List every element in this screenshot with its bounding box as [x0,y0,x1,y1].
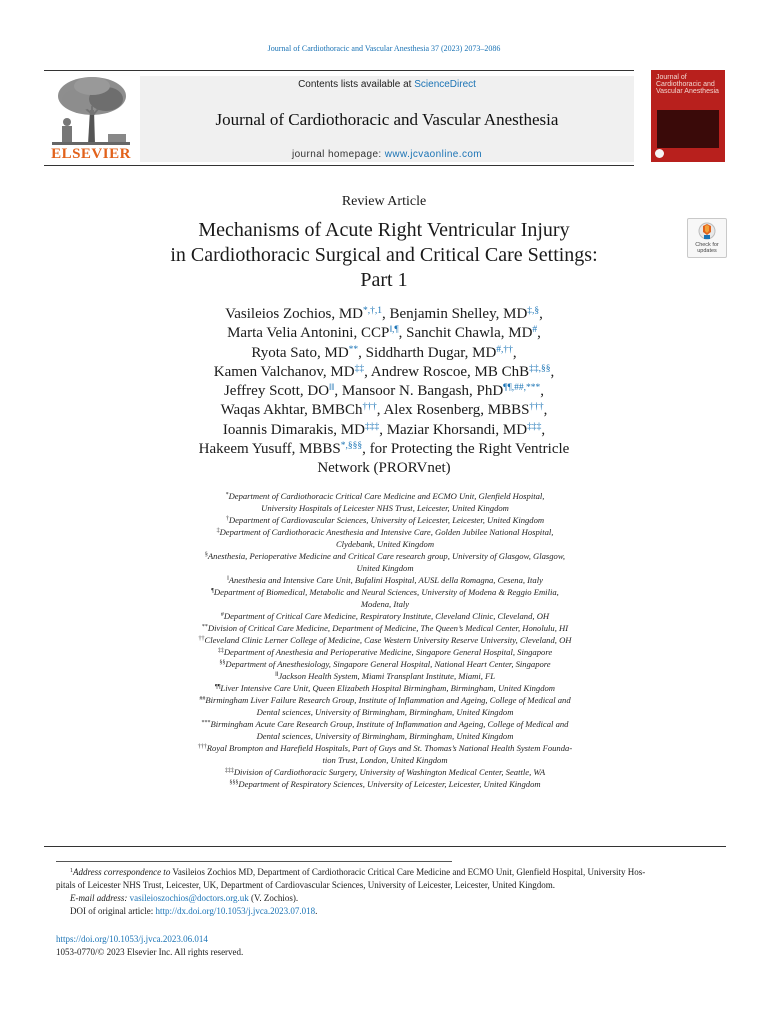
affiliation-mark: ‡ [216,528,220,534]
author-separator: , [539,306,543,322]
affiliation-text: Division of Critical Care Medicine, Department of Medicine, The Queen’s Medical Center, Honolulu, HI [207,623,569,633]
affiliation-mark: # [220,612,224,618]
author-group-name: for Protecting the Right Ventricle [369,441,570,458]
affiliation-mark: ‖ [227,576,229,582]
affiliation-text: Birmingham Liver Failure Research Group, Institute of Inflammation and Ageing, College of Medical and [205,695,571,705]
homepage-link[interactable]: www.jcvaonline.com [384,149,483,160]
affiliation-text: Department of Biomedical, Metabolic and Neural Sciences, University of Modena & Reggio Emilia, [213,587,559,597]
affiliation-text: Jackson Health System, Miami Transplant Institute, Miami, FL [278,671,496,681]
author-separator: , [398,325,407,342]
contents-line [140,79,634,90]
author-name[interactable]: Siddharth Dugar, MD [365,344,497,361]
affiliation-item [150,634,620,646]
affiliation-item [150,742,620,766]
affiliation-mark: §§ [219,660,226,666]
article-type: Review Article [341,194,427,209]
copyright-notice: 1053-0770/© 2023 Elsevier Inc. All rights reserved. [56,947,244,957]
affiliation-item [150,514,620,526]
affiliation-mark: * [225,492,229,498]
author-separator: , [543,402,548,419]
author-name[interactable]: Hakeem Yusuff, MBBS [198,441,341,458]
author-separator: , [512,344,517,361]
check-updates-label: Check for updates [695,242,719,254]
affiliation-item [150,526,620,550]
author-separator: , [362,441,370,458]
author-name[interactable]: Kamen Valchanov, MD [213,363,355,380]
affiliation-mark: ¶¶ [214,684,221,690]
author-name[interactable]: Jeffrey Scott, DO [223,383,330,400]
author-separator: , [358,344,366,361]
affiliation-mark: ‡‡ [217,648,224,654]
corr-label: Address correspondence to [73,867,171,877]
affiliation-item [150,718,620,742]
affiliation-text: Department of Anesthesiology, Singapore General Hospital, National Heart Center, Singapore [225,659,551,669]
corr-line [56,866,726,879]
header-rule [44,70,634,71]
article-title-line: Mechanisms of Acute Right Ventricular Injury [198,219,570,241]
affiliation-item [150,646,620,658]
doi-original-suffix: . [315,906,318,916]
article-title-line: in Cardiothoracic Surgical and Critical Care Settings: [170,244,598,266]
affiliation-text: Dental sciences, University of Birmingham, Birmingham, United Kingdom [256,731,514,741]
affiliation-mark: ¶ [211,588,214,594]
author-affiliation-marks[interactable]: ‖,¶ [389,325,399,336]
author-affiliation-marks[interactable]: ¶¶,##,*** [503,383,541,394]
affiliation-mark: †† [198,636,205,642]
affiliation-text: Birmingham Acute Care Research Group, Institute of Inflammation and Ageing, College of Medical and [210,719,569,729]
affiliation-item [150,682,620,694]
author-separator: , [376,402,384,419]
doi-link[interactable]: https://doi.org/10.1053/j.jvca.2023.06.014 [56,934,208,944]
author-name[interactable]: Andrew Roscoe, MB ChB [370,363,530,380]
author-affiliation-marks[interactable]: ‖‖ [329,383,335,394]
author-separator: , [334,383,342,400]
affiliations-list [150,490,620,790]
author-affiliation-marks[interactable]: ‡‡‡ [364,421,380,432]
affiliation-mark: § [204,552,208,558]
author-affiliation-marks[interactable]: ‡‡‡ [527,421,542,432]
correspondence-footnote [56,866,726,918]
author-separator: , [541,421,546,438]
email-line [56,892,726,905]
affiliation-item [150,574,620,586]
tree-icon [48,74,134,146]
author-separator: , [382,306,390,322]
article-title-line: Part 1 [360,269,408,291]
author-list [100,305,668,479]
author-affiliation-marks[interactable]: # [532,325,538,336]
affiliation-mark: *** [201,720,211,726]
footnote-mark: 1 [70,868,73,874]
affiliation-text: Department of Cardiothoracic Anesthesia and Intensive Care, Golden Jubilee National Hospital, [219,527,554,537]
affiliation-text: University Hospitals of Leicester NHS Trust, Leicester, United Kingdom [261,503,509,513]
affiliation-mark: §§§ [229,780,239,786]
author-affiliation-marks[interactable]: ‡,§ [527,306,540,316]
author-name[interactable]: Ioannis Dimarakis, MD [222,421,365,438]
author-affiliation-marks[interactable]: ††† [529,402,544,413]
affiliation-item [150,778,620,790]
affiliation-text: Dental sciences, University of Birmingham, Birmingham, United Kingdom [256,707,514,717]
affiliation-item [150,550,620,574]
affiliation-text: Department of Critical Care Medicine, Respiratory Institute, Cleveland Clinic, Cleveland, OH [223,611,550,621]
affiliation-item [150,586,620,610]
affiliation-mark: ††† [197,744,207,750]
author-affiliation-marks[interactable]: *,†,1 [363,306,383,316]
check-updates-icon [698,222,716,241]
doi-original-link[interactable]: http://dx.doi.org/10.1053/j.jvca.2023.07.018 [155,906,316,916]
affiliation-text: Modena, Italy [360,599,410,609]
author-separator: , [379,421,387,438]
journal-title: Journal of Cardiothoracic and Vascular Anesthesia [215,110,559,129]
author-name[interactable]: Mansoor N. Bangash, PhD [341,383,504,400]
elsevier-wordmark[interactable]: ELSEVIER [51,146,131,162]
affiliation-text: Anesthesia, Perioperative Medicine and Critical Care research group, University of Glasgow, Glasgow, [207,551,566,561]
sciencedirect-link[interactable]: ScienceDirect [414,79,476,90]
cover-artwork [657,110,719,148]
footnote-rule [44,846,726,847]
author-name[interactable]: Sanchit Chawla, MD [406,325,533,342]
affiliation-mark: ‖‖ [274,672,279,678]
affiliation-mark: ## [199,696,206,702]
affiliation-item [150,622,620,634]
affiliation-item [150,694,620,718]
author-separator: , [364,363,371,380]
author-affiliation-marks[interactable]: ‡‡,§§ [529,363,551,374]
affiliation-item [150,490,620,514]
author-name[interactable]: Alex Rosenberg, MBBS [383,402,530,419]
author-name[interactable]: Maziar Khorsandi, MD [386,421,528,438]
author-affiliation-marks[interactable]: #,†† [496,344,513,355]
article-title [0,218,768,293]
affiliation-text: Anesthesia and Intensive Care Unit, Bufalini Hospital, AUSL della Romagna, Cesena, Italy [228,575,543,585]
author-separator: , [540,383,545,400]
corr-text-cont: pitals of Leicester NHS Trust, Leicester, UK, Department of Cardiovascular Sciences, University of Leicester, Leicester, United Kingdom. [56,880,556,890]
affiliation-text: Department of Cardiovascular Sciences, University of Leicester, Leicester, United Kingdom [228,515,545,525]
affiliation-text: tion Trust, London, United Kingdom [322,755,448,765]
email-link[interactable]: vasileioszochios@doctors.org.uk [129,893,249,903]
affiliation-text: Cleveland Clinic Lerner College of Medicine, Case Western University Reserve University, Cleveland, OH [204,635,572,645]
corr-text: Vasileios Zochios MD, Department of Cardiothoracic Critical Care Medicine and ECMO Unit, Glenfield Hospital, University Hos- [170,867,646,877]
author-name[interactable]: Ryota Sato, MD [251,344,349,361]
author-name[interactable]: Benjamin Shelley, MD [389,306,528,322]
author-affiliation-marks[interactable]: ‡‡ [354,363,365,374]
affiliation-item [150,670,620,682]
homepage-prefix: journal homepage: [291,149,385,160]
journal-cover-thumbnail[interactable] [651,70,725,162]
author-affiliation-marks[interactable]: ††† [362,402,377,413]
author-name[interactable]: Vasileios Zochios, MD [225,306,364,322]
affiliation-item [150,610,620,622]
affiliation-mark: † [225,516,229,522]
author-separator: , [550,363,555,380]
header-rule [44,165,634,166]
cover-title: Journal of Cardiothoracic and Vascular Anesthesia [656,74,719,95]
homepage-line [140,149,634,160]
affiliation-text: Division of Cardiothoracic Surgery, University of Washington Medical Center, Seattle, WA [233,767,546,777]
affiliation-text: Royal Brompton and Harefield Hospitals, Part of Guys and St. Thomas’s National Health System Founda- [206,743,573,753]
affiliation-mark: ‡‡‡ [224,768,234,774]
affiliation-text: Clydebank, United Kingdom [335,539,435,549]
running-head[interactable]: Journal of Cardiothoracic and Vascular Anesthesia 37 (2023) 2073–2086 [267,44,501,53]
check-for-updates-button[interactable] [687,218,727,258]
cover-badge-icon [655,149,664,158]
author-name[interactable]: Waqas Akhtar, BMBCh [220,402,363,419]
doi-original-line [56,905,726,918]
author-name[interactable]: Marta Velia Antonini, CCP [227,325,390,342]
affiliation-text: Department of Respiratory Sciences, University of Leicester, Leicester, United Kingdom [238,779,541,789]
email-label: E-mail address: [70,893,128,903]
contents-prefix: Contents lists available at [298,79,415,90]
author-group-name: Network (PRORVnet) [317,460,451,477]
affiliation-text: Liver Intensive Care Unit, Queen Elizabeth Hospital Birmingham, Birmingham, United Kingdom [220,683,555,693]
doi-original-label: DOI of original article: [70,906,156,916]
affiliation-item [150,766,620,778]
affiliation-text: Department of Anesthesia and Perioperative Medicine, Singapore General Hospital, Singapore [223,647,553,657]
affiliation-item [150,658,620,670]
author-separator: , [537,325,541,342]
affiliation-mark: ** [201,624,208,630]
author-affiliation-marks[interactable]: *,§§§ [340,441,363,452]
author-affiliation-marks[interactable]: ** [348,344,359,355]
email-suffix: (V. Zochios). [248,893,299,903]
footnote-short-rule [56,861,452,862]
affiliation-text: United Kingdom [356,563,414,573]
affiliation-text: Department of Cardiothoracic Critical Care Medicine and ECMO Unit, Glenfield Hospital, [228,491,545,501]
